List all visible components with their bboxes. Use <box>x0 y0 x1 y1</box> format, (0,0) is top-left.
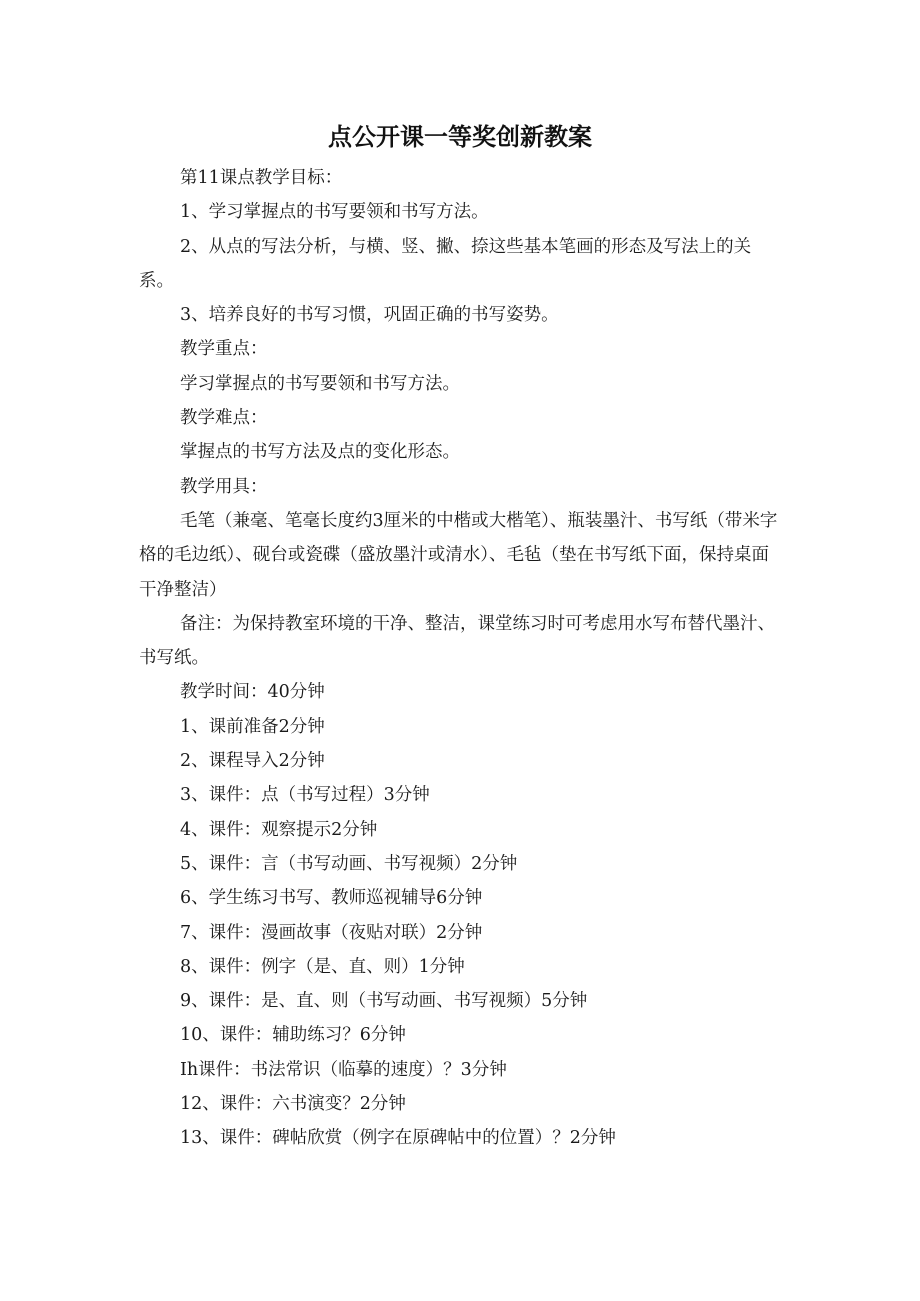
paragraph-teaching-time: 教学时间：40分钟 <box>180 682 325 703</box>
paragraph-difficulties-heading: 教学难点： <box>180 408 268 429</box>
paragraph-key-points-heading: 教学重点： <box>180 339 268 360</box>
schedule-item-3: 3、课件：点（书写过程）3分钟 <box>180 785 430 806</box>
paragraph-objective-1: 1、学习掌握点的书写要领和书写方法。 <box>180 202 489 223</box>
paragraph-tools-heading: 教学用具： <box>180 476 268 497</box>
schedule-item-1: 1、课前准备2分钟 <box>180 716 325 737</box>
paragraph-objective-2: 2、从点的写法分析，与横、竖、撇、捺这些基本笔画的形态及写法上的关系。 <box>139 236 752 291</box>
paragraph-tools: 毛笔（兼毫、笔毫长度约3厘米的中楷或大楷笔）、瓶装墨汁、书写纸（带米字格的毛边纸）、砚台或瓷碟（盛放墨汁或清水）、毛毡（垫在书写纸下面，保持桌面干净整洁） <box>139 510 778 600</box>
schedule-item-13: 13、课件：碑帖欣赏（例字在原碑帖中的位置）？2分钟 <box>180 1128 616 1149</box>
schedule-item-7: 7、课件：漫画故事（夜贴对联）2分钟 <box>180 922 483 943</box>
schedule-item-4: 4、课件：观察提示2分钟 <box>180 819 378 840</box>
document-body <box>139 161 784 1156</box>
schedule-item-6: 6、学生练习书写、教师巡视辅导6分钟 <box>180 888 483 909</box>
schedule-item-9: 9、课件：是、直、则（书写动画、书写视频）5分钟 <box>180 991 588 1012</box>
paragraph-difficulties: 掌握点的书写方法及点的变化形态。 <box>180 442 460 463</box>
schedule-item-5: 5、课件：言（书写动画、书写视频）2分钟 <box>180 853 518 874</box>
document-title: 点公开课一等奖创新教案 <box>328 123 592 151</box>
paragraph-objective-3: 3、培养良好的书写习惯，巩固正确的书写姿势。 <box>180 305 559 326</box>
schedule-item-12: 12、课件：六书演变？2分钟 <box>180 1094 406 1115</box>
schedule-item-10: 10、课件：辅助练习？6分钟 <box>180 1025 406 1046</box>
paragraph-note: 备注：为保持教室环境的干净、整洁，课堂练习时可考虑用水写布替代墨汁、书写纸。 <box>139 613 775 669</box>
paragraph-key-points: 学习掌握点的书写要领和书写方法。 <box>180 373 460 394</box>
schedule-item-2: 2、课程导入2分钟 <box>180 751 325 772</box>
paragraph-lesson-objectives-heading: 第11课点教学目标： <box>180 168 343 188</box>
schedule-item-8: 8、课件：例字（是、直、则）1分钟 <box>180 956 465 977</box>
schedule-item-11: Ih课件：书法常识（临摹的速度）？3分钟 <box>180 1059 507 1080</box>
